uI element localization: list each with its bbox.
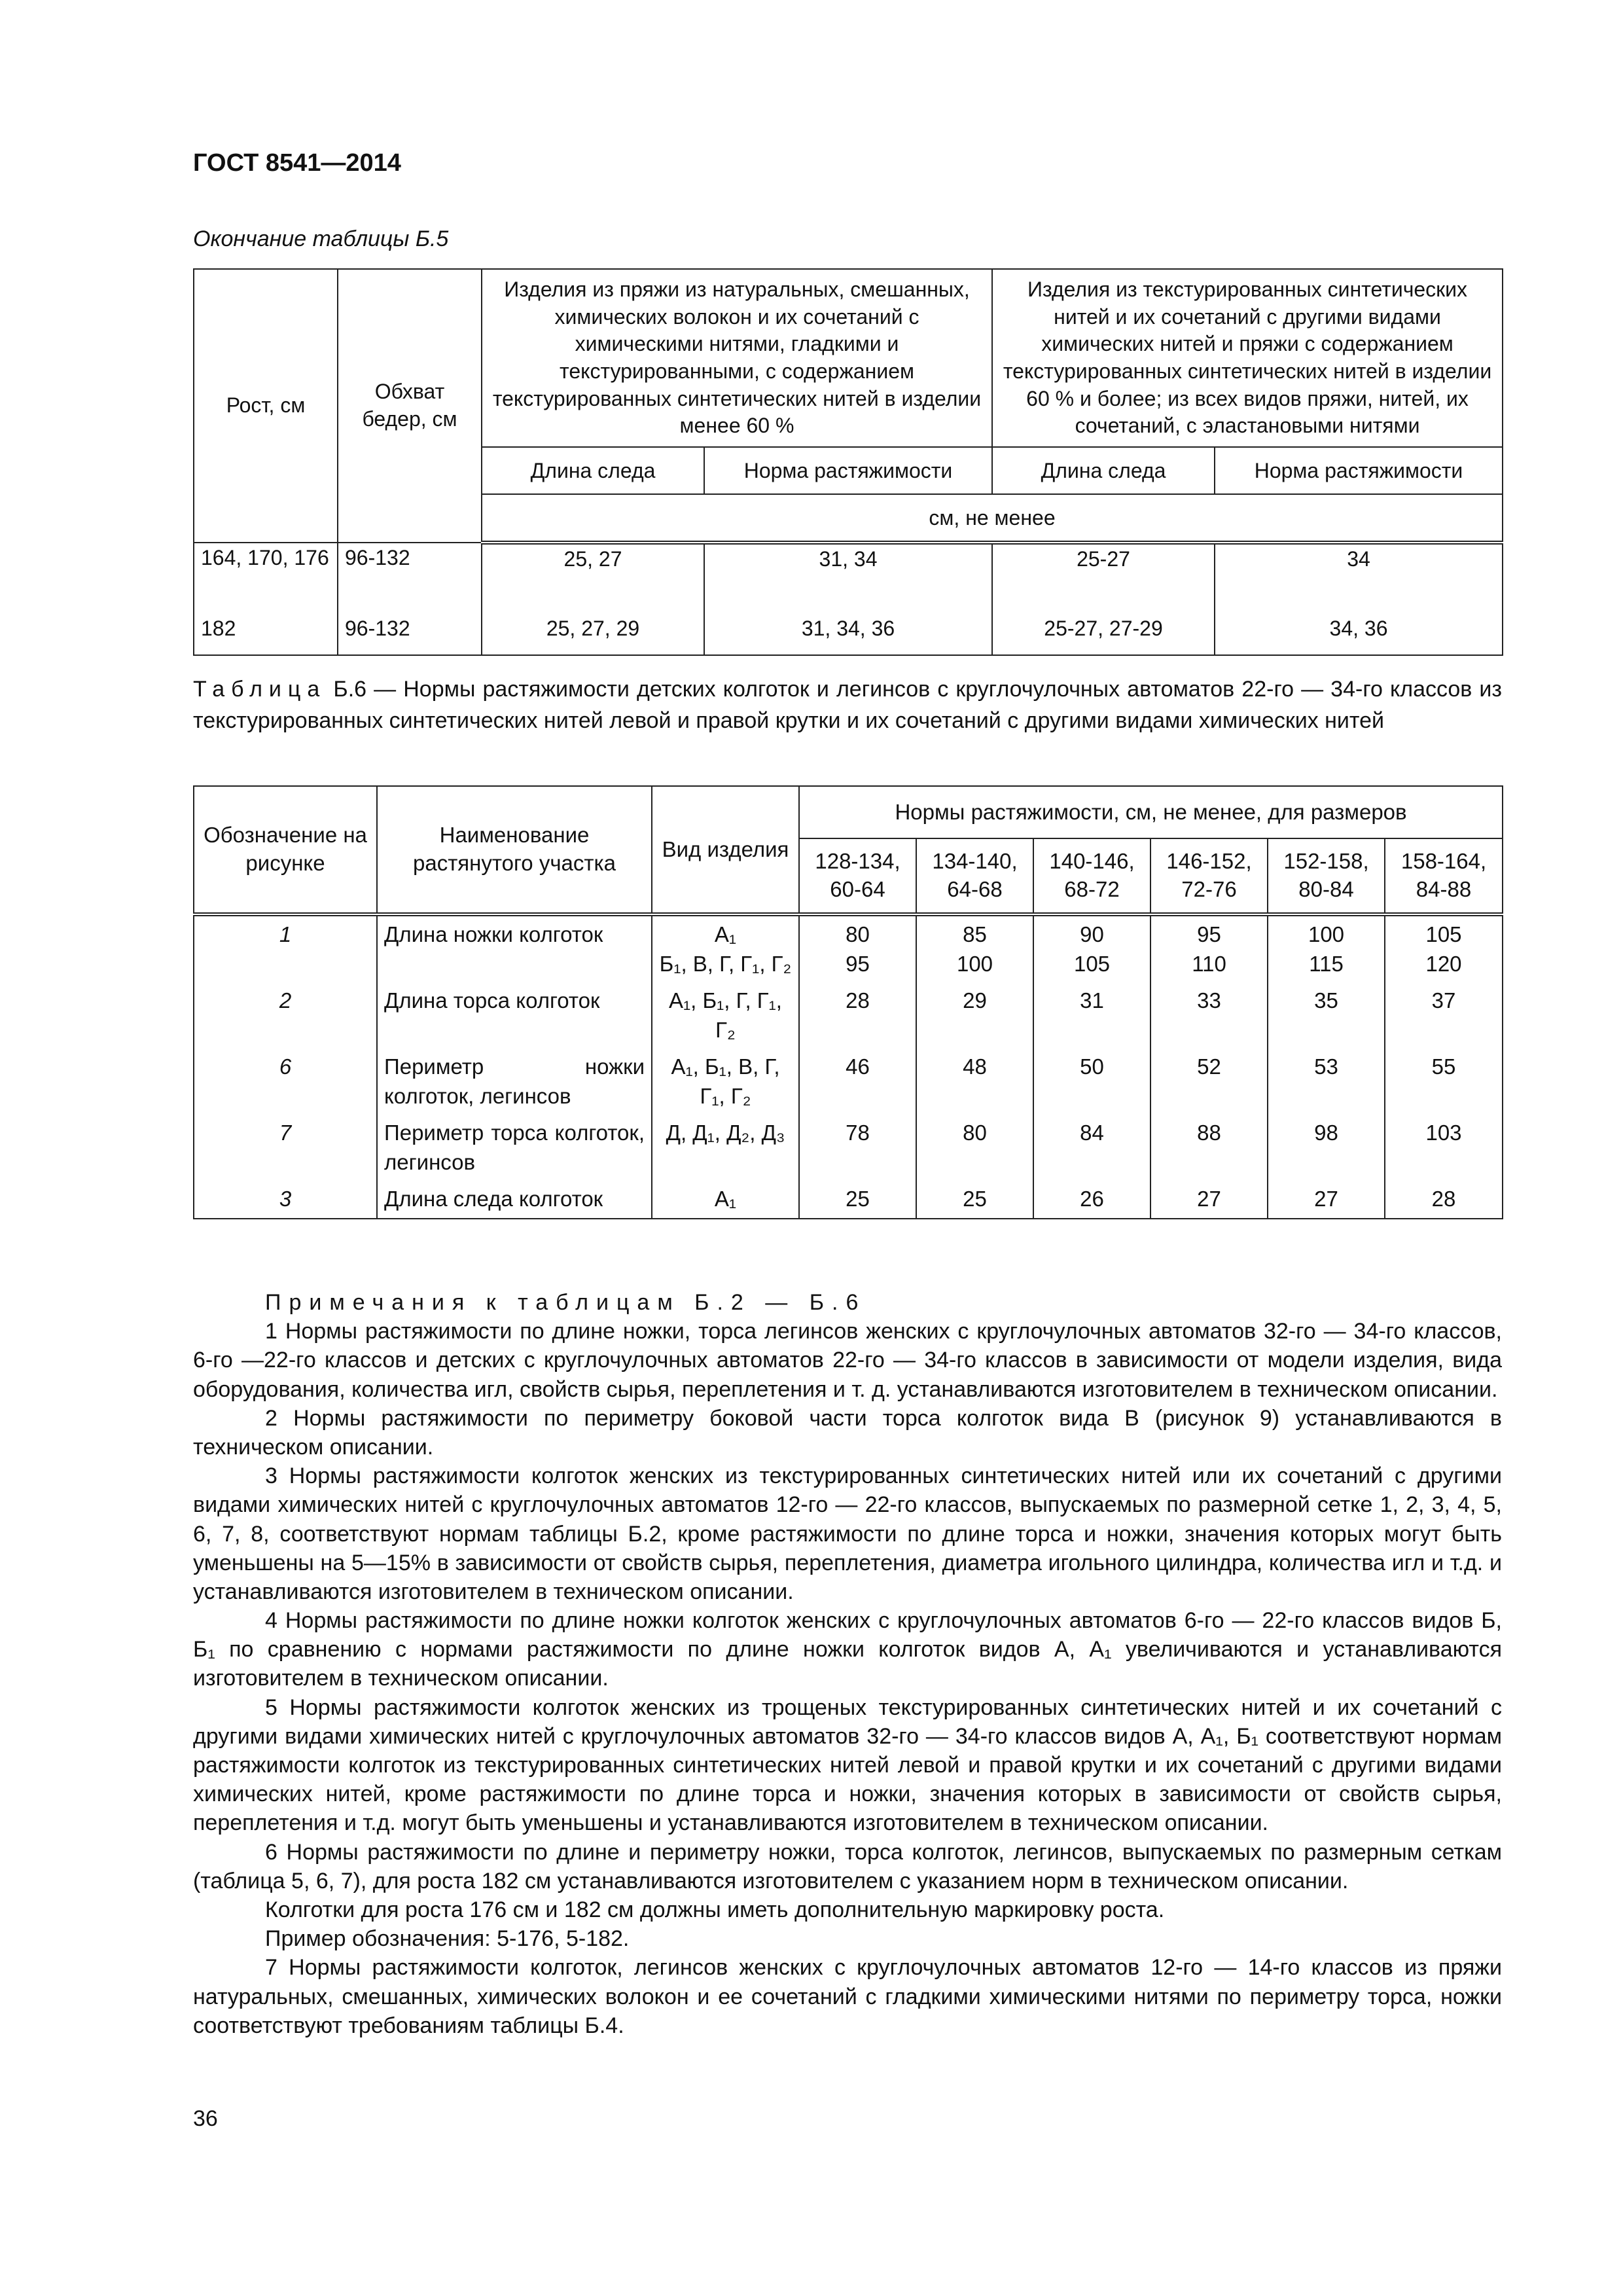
cell-value: 31 <box>1033 982 1150 1049</box>
header-size: 158-164, 84-88 <box>1385 838 1503 914</box>
subheader-trace-length-2: Длина следа <box>992 447 1215 494</box>
header-size: 140-146, 68-72 <box>1033 838 1150 914</box>
notes-section <box>193 1288 1502 2040</box>
cell-value: 53 <box>1268 1049 1385 1115</box>
cell-section-name: Длина ножки колготок <box>377 914 652 982</box>
cell-value: 80 <box>916 1115 1033 1181</box>
cell-mark: 2 <box>194 982 377 1049</box>
cell-mark: 3 <box>194 1181 377 1219</box>
table-row <box>194 1049 1503 1115</box>
table-row <box>194 614 1503 655</box>
page-number: 36 <box>193 2106 218 2131</box>
header-product-kind: Вид изделия <box>652 786 799 914</box>
table-b6-body <box>194 914 1503 1219</box>
cell-value: 55 <box>1385 1049 1503 1115</box>
table-b6 <box>193 785 1503 1219</box>
notes-title: Примечания к таблицам Б.2 — Б.6 <box>265 1290 866 1315</box>
cell-value: 37 <box>1385 982 1503 1049</box>
note-item: 6 Нормы растяжимости по длине и периметру ножки, торса колготок, легинсов, выпускаемых по размерным сеткам (таблица 5, 6, 7), для роста 182 см устанавливаются изготовителем с указанием норм в техническом описании. <box>193 1839 1502 1893</box>
cell-value: 46 <box>799 1049 916 1115</box>
cell-value: 35 <box>1268 982 1385 1049</box>
cell-value: 25-27 <box>992 543 1215 614</box>
note-item: 4 Нормы растяжимости по длине ножки колготок женских с круглочулочных автоматов 6-го — 22-го классов видов Б, Б₁ по сравнению с нормами растяжимости по длине ножки колготок видов А, А₁ увеличиваются и устанавливаются изготовителем в техническом описании. <box>193 1608 1502 1691</box>
cell-value: 88 <box>1150 1115 1268 1181</box>
header-hip: Обхват бедер, см <box>338 269 482 543</box>
table-row <box>194 914 1503 982</box>
cell-value: 34, 36 <box>1215 614 1503 655</box>
cell-product-kind: А₁, Б₁, Г, Г₁, Г₂ <box>652 982 799 1049</box>
cell-value: 103 <box>1385 1115 1503 1181</box>
cell-value: 95 110 <box>1150 914 1268 982</box>
cell-value: 25, 27 <box>482 543 704 614</box>
cell-section-name: Периметр ножки колготок, легинсов <box>377 1049 652 1115</box>
cell-value: 25, 27, 29 <box>482 614 704 655</box>
note-item: 7 Нормы растяжимости колготок, легинсов женских с круглочулочных автоматов 12-го — 14-го классов из пряжи натуральных, смешанных, химических волокон и ее сочетаний с гладкими химическими нитями по периметру торса, ножки соответствуют требованиям таблицы Б.4. <box>193 1955 1502 2038</box>
table-row <box>194 1181 1503 1219</box>
cell-mark: 7 <box>194 1115 377 1181</box>
cell-value: 105 120 <box>1385 914 1503 982</box>
cell-value: 34 <box>1215 543 1503 614</box>
cell-value: 26 <box>1033 1181 1150 1219</box>
cell-value: 31, 34, 36 <box>704 614 992 655</box>
note-item: Колготки для роста 176 см и 182 см должны иметь дополнительную маркировку роста. <box>265 1897 1165 1922</box>
cell-value: 80 95 <box>799 914 916 982</box>
table-label: Таблица <box>193 677 327 702</box>
cell-value: 48 <box>916 1049 1033 1115</box>
cell-value: 98 <box>1268 1115 1385 1181</box>
cell-value: 50 <box>1033 1049 1150 1115</box>
cell-section-name: Периметр торса колготок, легинсов <box>377 1115 652 1181</box>
cell-value: 90 105 <box>1033 914 1150 982</box>
header-size: 146-152, 72-76 <box>1150 838 1268 914</box>
header-size: 152-158, 80-84 <box>1268 838 1385 914</box>
cell-value: 52 <box>1150 1049 1268 1115</box>
header-height: Рост, см <box>194 269 338 543</box>
note-item: 5 Нормы растяжимости колготок женских из трощеных текстурированных синтетических нитей и их сочетаний с другими видами химических нитей с круглочулочных автоматов 32-го — 34-го классов видов А, А₁, Б₁ соответствуют нормам растяжимости колготок из текстурированных синтетических нитей левой и правой крутки и их сочетаний с другими видами химических нитей, кроме растяжимости по длине торса и ножки, значения которых в зависимости от свойств сырья, переплетения и т.д. могут быть уменьшены и устанавливаются изготовителем в техническом описании. <box>193 1695 1502 1836</box>
cell-section-name: Длина следа колготок <box>377 1181 652 1219</box>
table-continuation-caption: Окончание таблицы Б.5 <box>193 226 449 251</box>
note-item: 3 Нормы растяжимости колготок женских из текстурированных синтетических нитей или их сочетаний с другими видами химических нитей с круглочулочных автоматов 12-го — 22-го классов, выпускаемых по размерной сетке 1, 2, 3, 4, 5, 6, 7, 8, соответствуют нормам таблицы Б.2, кроме растяжимости по длине торса и ножки, значения которых могут быть уменьшены на 5—15% в зависимости от свойств сырья, переплетения, диаметра игольного цилиндра, количества игл и т.д. и устанавливаются изготовителем в техническом описании. <box>193 1463 1502 1604</box>
cell-value: 27 <box>1268 1181 1385 1219</box>
cell-value: 25 <box>916 1181 1033 1219</box>
header-group-1: Изделия из пряжи из натуральных, смешанных, химических волокон и их сочетаний с химическими нитями, гладкими и текстурированными, с содержанием текстурированных синтетических нитей в изделии менее 60 % <box>482 269 992 447</box>
header-size: 128-134, 60-64 <box>799 838 916 914</box>
cell-value: 33 <box>1150 982 1268 1049</box>
subheader-trace-length-1: Длина следа <box>482 447 704 494</box>
cell-value: 28 <box>1385 1181 1503 1219</box>
cell-value: 31, 34 <box>704 543 992 614</box>
cell-hip: 96-132 <box>338 543 482 614</box>
cell-mark: 6 <box>194 1049 377 1115</box>
note-item: 1 Нормы растяжимости по длине ножки, торса легинсов женских с круглочулочных автоматов 32-го — 34-го классов, 6-го —22-го классов и детских с круглочулочных автоматов 22-го — 34-го классов в зависимости от модели изделия, вида оборудования, количества игл, свойств сырья, переплетения и т. д. устанавливаются изготовителем в техническом описании. <box>193 1319 1502 1402</box>
table-b5 <box>193 268 1503 656</box>
note-item: 2 Нормы растяжимости по периметру боковой части торса колготок вида В (рисунок 9) устанавливаются в техническом описании. <box>193 1405 1502 1460</box>
cell-product-kind: А₁ <box>652 1181 799 1219</box>
cell-product-kind: А₁, Б₁, В, Г, Г₁, Г₂ <box>652 1049 799 1115</box>
subheader-unit: см, не менее <box>482 494 1503 543</box>
cell-hip: 96-132 <box>338 614 482 655</box>
cell-value: 25-27, 27-29 <box>992 614 1215 655</box>
header-size-group: Нормы растяжимости, см, не менее, для размеров <box>799 786 1503 838</box>
table-b6-title: Б.6 — Нормы растяжимости детских колготок и легинсов с круглочулочных автоматов 22-го — 34-го классов из текстурированных синтетических нитей левой и правой крутки и их сочетаний с другими видами химических нитей <box>193 677 1502 733</box>
table-b6-caption <box>193 674 1502 736</box>
header-size: 134-140, 64-68 <box>916 838 1033 914</box>
cell-value: 25 <box>799 1181 916 1219</box>
cell-value: 27 <box>1150 1181 1268 1219</box>
cell-value: 84 <box>1033 1115 1150 1181</box>
cell-mark: 1 <box>194 914 377 982</box>
table-row <box>194 982 1503 1049</box>
cell-section-name: Длина торса колготок <box>377 982 652 1049</box>
header-group-2: Изделия из текстурированных синтетических нитей и их сочетаний с другими видами химических нитей и пряжи с содержанием текстурированных синтетических нитей в изделии 60 % и более; из всех видов пряжи, нитей, их сочетаний, с эластановыми нитями <box>992 269 1503 447</box>
cell-value: 85 100 <box>916 914 1033 982</box>
header-mark: Обозначение на рисунке <box>194 786 377 914</box>
document-title: ГОСТ 8541—2014 <box>193 149 401 177</box>
cell-value: 28 <box>799 982 916 1049</box>
cell-product-kind: Д, Д₁, Д₂, Д₃ <box>652 1115 799 1181</box>
table-row <box>194 1115 1503 1181</box>
cell-value: 78 <box>799 1115 916 1181</box>
cell-value: 100 115 <box>1268 914 1385 982</box>
table-row <box>194 543 1503 614</box>
cell-product-kind: А₁ Б₁, В, Г, Г₁, Г₂ <box>652 914 799 982</box>
subheader-stretch-norm-1: Норма растяжимости <box>704 447 992 494</box>
cell-value: 29 <box>916 982 1033 1049</box>
subheader-stretch-norm-2: Норма растяжимости <box>1215 447 1503 494</box>
cell-height: 182 <box>194 614 338 655</box>
note-item: Пример обозначения: 5-176, 5-182. <box>265 1926 630 1952</box>
header-section-name: Наименование растянутого участка <box>377 786 652 914</box>
cell-height: 164, 170, 176 <box>194 543 338 614</box>
